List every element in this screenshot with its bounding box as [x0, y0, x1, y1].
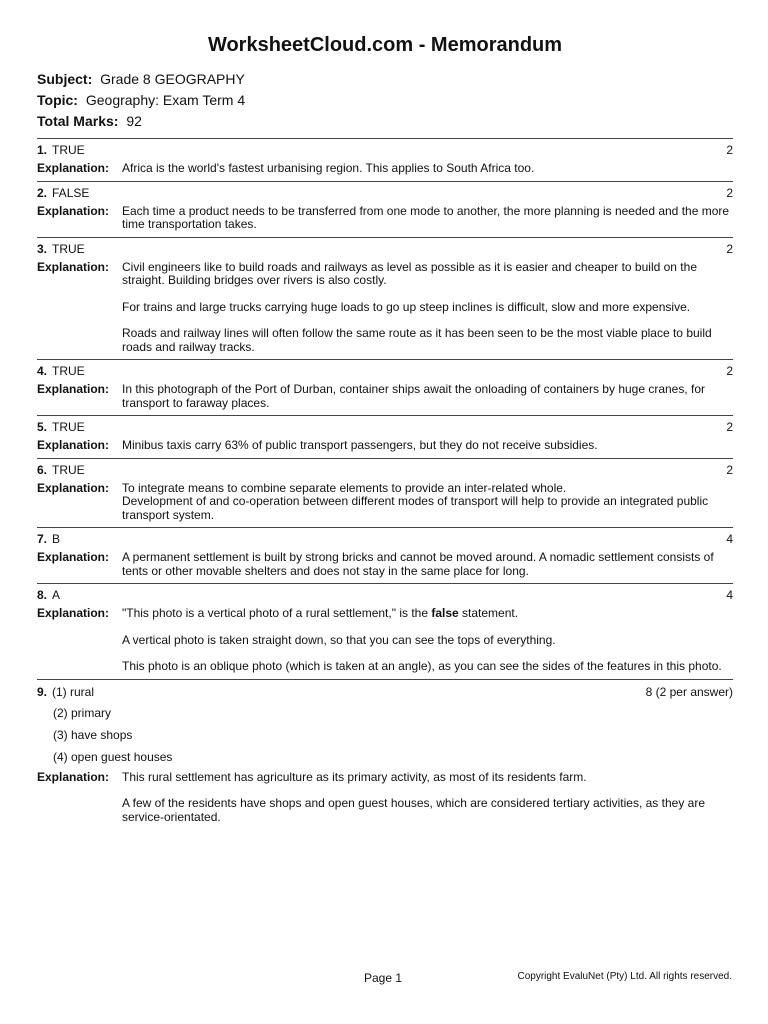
explanation-text: For trains and large trucks carrying huge loads to go up steep inclines is difficult, slow and more expensive.: [122, 299, 691, 314]
question-marks: 2: [726, 241, 733, 256]
explanation-text: Development of and co-operation between different modes of transport will help to provide an integrated public transport system.: [122, 494, 709, 522]
explanation: [37, 383, 733, 410]
question-number: 2.: [37, 185, 48, 200]
subject-row: [37, 71, 733, 87]
question-answer: TRUE: [52, 143, 85, 157]
question-answer: TRUE: [52, 420, 85, 434]
explanation: [37, 439, 733, 453]
question-number: 3.: [37, 241, 48, 256]
question-number: 6.: [37, 462, 48, 477]
question-number: 9.: [37, 684, 48, 699]
explanation-text: In this photograph of the Port of Durban, container ships await the onloading of containers by huge cranes, for transport to faraway places.: [122, 382, 706, 410]
explanation-label: Explanation:: [37, 606, 110, 620]
question-marks: 8 (2 per answer): [645, 684, 733, 699]
question-5: [37, 416, 733, 436]
question-marks: 4: [726, 588, 733, 602]
question-9: [37, 680, 733, 702]
explanation-text: A permanent settlement is built by strong bricks and cannot be moved around. A nomadic settlement consists of tents or other movable shelters and does not stay in the same place for long.: [122, 550, 714, 578]
explanation-text: Each time a product needs to be transferred from one mode to another, the more planning is needed and the more time transportation takes.: [122, 203, 730, 231]
question-marks: 2: [726, 462, 733, 477]
explanation-text-part: statement.: [458, 606, 519, 620]
question-number: 1.: [37, 143, 48, 157]
explanation: [37, 771, 733, 825]
emphasis-false: false: [431, 606, 459, 620]
sub-answer: (4) open guest houses: [53, 749, 173, 764]
explanation-label: Explanation:: [37, 259, 110, 274]
question-answer: FALSE: [52, 185, 90, 200]
question-number: 4.: [37, 364, 48, 378]
explanation-text: Civil engineers like to build roads and railways as level as possible as it is easier and cheaper to build on the straight. Building bridges over rivers is also costly.: [122, 259, 697, 287]
explanation: [37, 482, 733, 523]
question-answer: B: [52, 532, 61, 546]
question-4: [37, 360, 733, 380]
question-answer: TRUE: [52, 462, 85, 477]
explanation: [37, 205, 733, 232]
explanation-text: Africa is the world's fastest urbanising region. This applies to South Africa too.: [122, 161, 535, 175]
explanation-label: Explanation:: [37, 161, 110, 175]
explanation-label: Explanation:: [37, 438, 110, 452]
question-answer: A: [52, 588, 61, 602]
question-8: [37, 584, 733, 604]
question-number: 5.: [37, 420, 48, 434]
question-number: 8.: [37, 588, 48, 602]
explanation: [37, 551, 733, 578]
question-marks: 4: [726, 532, 733, 546]
explanation: [37, 162, 733, 176]
question-2: [37, 182, 733, 202]
topic-value: Geography: Exam Term 4: [85, 92, 246, 108]
page-title: WorksheetCloud.com - Memorandum: [207, 34, 563, 56]
page-number: Page 1: [364, 971, 403, 985]
copyright-notice: Copyright EvaluNet (Pty) Ltd. All rights reserved.: [517, 971, 732, 982]
subject-value: Grade 8 GEOGRAPHY: [100, 71, 245, 87]
explanation-label: Explanation:: [37, 480, 110, 495]
sub-answer: (2) primary: [53, 705, 112, 720]
question-answer: TRUE: [52, 364, 85, 378]
question-marks: 2: [726, 143, 733, 157]
total-marks-value: 92: [126, 113, 142, 129]
explanation-text: This rural settlement has agriculture as its primary activity, as most of its residents farm.: [122, 769, 587, 784]
question-marks: 2: [726, 185, 733, 200]
explanation: [37, 261, 733, 355]
sub-answers: [53, 702, 733, 768]
explanation-text: [122, 607, 733, 621]
question-3: [37, 238, 733, 258]
explanation-label: Explanation:: [37, 550, 110, 564]
topic-row: [37, 92, 733, 108]
explanation-text: To integrate means to combine separate elements to provide an inter-related whole.: [122, 480, 567, 495]
total-marks-label: Total Marks:: [37, 113, 119, 129]
question-answer: (1) rural: [52, 684, 95, 699]
explanation-label: Explanation:: [37, 769, 110, 784]
explanation-text: This photo is an oblique photo (which is taken at an angle), as you can see the sides of the features in this photo.: [122, 659, 722, 673]
question-7: [37, 528, 733, 548]
question-number: 7.: [37, 532, 48, 546]
question-marks: 2: [726, 420, 733, 434]
topic-label: Topic:: [37, 92, 78, 108]
explanation-text: A few of the residents have shops and open guest houses, which are considered tertiary activities, as they are service-orientated.: [122, 796, 706, 824]
explanation-text-part: "This photo is a vertical photo of a rural settlement," is the: [122, 606, 432, 620]
subject-label: Subject:: [37, 71, 93, 87]
explanation-label: Explanation:: [37, 382, 110, 396]
question-answer: TRUE: [52, 241, 85, 256]
memorandum-page: [37, 30, 733, 829]
explanation-text: Minibus taxis carry 63% of public transport passengers, but they do not receive subsidies.: [122, 438, 598, 452]
question-marks: 2: [726, 364, 733, 378]
sub-answer: (3) have shops: [53, 727, 133, 742]
explanation-label: Explanation:: [37, 203, 110, 218]
total-marks-row: [37, 113, 733, 129]
question-6: [37, 459, 733, 479]
explanation-text: Roads and railway lines will often follow the same route as it has been seen to be the most viable place to build roads and railway tracks.: [122, 326, 712, 354]
question-1: [37, 139, 733, 159]
explanation: [37, 607, 733, 674]
explanation-text: A vertical photo is taken straight down, so that you can see the tops of everything.: [122, 632, 556, 647]
